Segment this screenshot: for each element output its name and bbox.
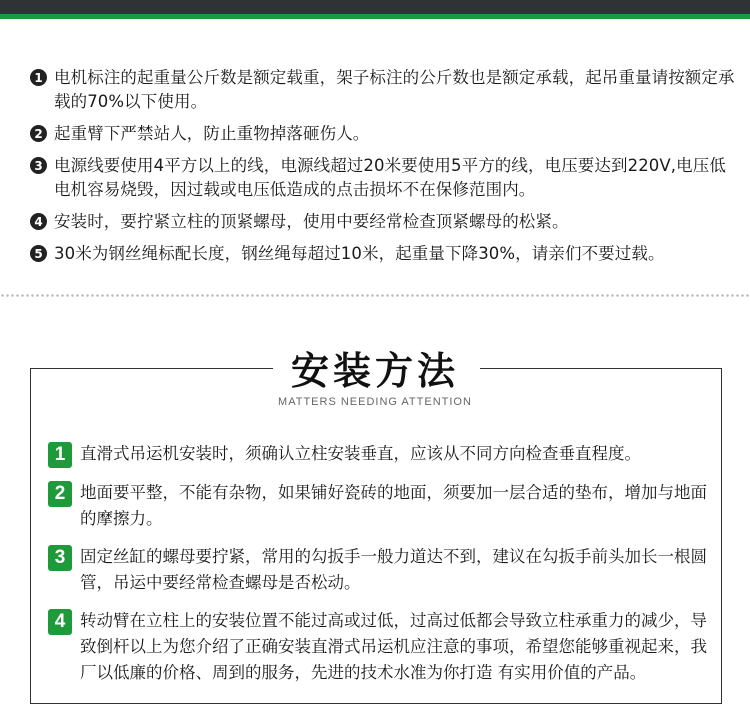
section-subtitle: MATTERS NEEDING ATTENTION: [278, 396, 472, 408]
note-item: [30, 66, 735, 114]
note-item: [30, 154, 735, 202]
note-text: 起重臂下严禁站人，防止重物掉落砸伤人。: [54, 124, 370, 143]
step-text: 转动臂在立柱上的安装位置不能过高或过低，过高过低都会导致立柱承重力的减少，导致倒杆以上为您介绍了正确安装直滑式吊运机应注意的事项，希望您能够重视起来，我厂以低廉的价格、周到的服务，先进的技术水准为你打造 有实用价值的产品。: [80, 611, 707, 682]
note-text: 电源线要使用4平方以上的线，电源线超过20米要使用5平方的线，电压要达到220V,电压低电机容易烧毁，因过载或电压低造成的点击损坏不在保修范围内。: [54, 156, 726, 199]
top-dark-bar: [0, 0, 750, 14]
step-number-badge: 2: [48, 481, 72, 507]
note-number-badge: 1: [30, 69, 47, 86]
step-number-badge: 1: [48, 442, 72, 468]
step-number-badge: 4: [48, 609, 72, 635]
step-item: [48, 441, 718, 468]
step-text: 地面要平整，不能有杂物，如果铺好瓷砖的地面，须要加一层合适的垫布，增加与地面的摩擦力。: [80, 483, 707, 528]
steps-list: [48, 441, 718, 698]
step-item: [48, 480, 718, 532]
step-item: [48, 608, 718, 686]
note-number-badge: 3: [30, 157, 47, 174]
section-title: 安装方法: [290, 349, 459, 393]
step-text: 固定丝缸的螺母要拧紧，常用的勾扳手一般力道达不到，建议在勾扳手前头加长一根圆管，吊运中要经常检查螺母是否松动。: [80, 547, 707, 592]
note-item: [30, 122, 735, 146]
note-item: [30, 242, 735, 266]
notes-list: [30, 66, 735, 274]
note-number-badge: 5: [30, 245, 47, 262]
note-number-badge: 2: [30, 125, 47, 142]
step-item: [48, 544, 718, 596]
step-text: 直滑式吊运机安装时，须确认立柱安装垂直，应该从不同方向检查垂直程度。: [80, 444, 641, 463]
dotted-divider: [0, 293, 750, 298]
note-number-badge: 4: [30, 213, 47, 230]
note-text: 安装时，要拧紧立柱的顶紧螺母，使用中要经常检查顶紧螺母的松紧。: [54, 212, 569, 231]
note-text: 电机标注的起重量公斤数是额定载重，架子标注的公斤数也是额定承载，起吊重量请按额定承载的70%以下使用。: [54, 68, 735, 111]
step-number-badge: 3: [48, 545, 72, 571]
note-item: [30, 210, 735, 234]
note-text: 30米为钢丝绳标配长度，钢丝绳每超过10米，起重量下降30%，请亲们不要过载。: [54, 244, 665, 263]
top-green-stripe: [0, 14, 750, 19]
